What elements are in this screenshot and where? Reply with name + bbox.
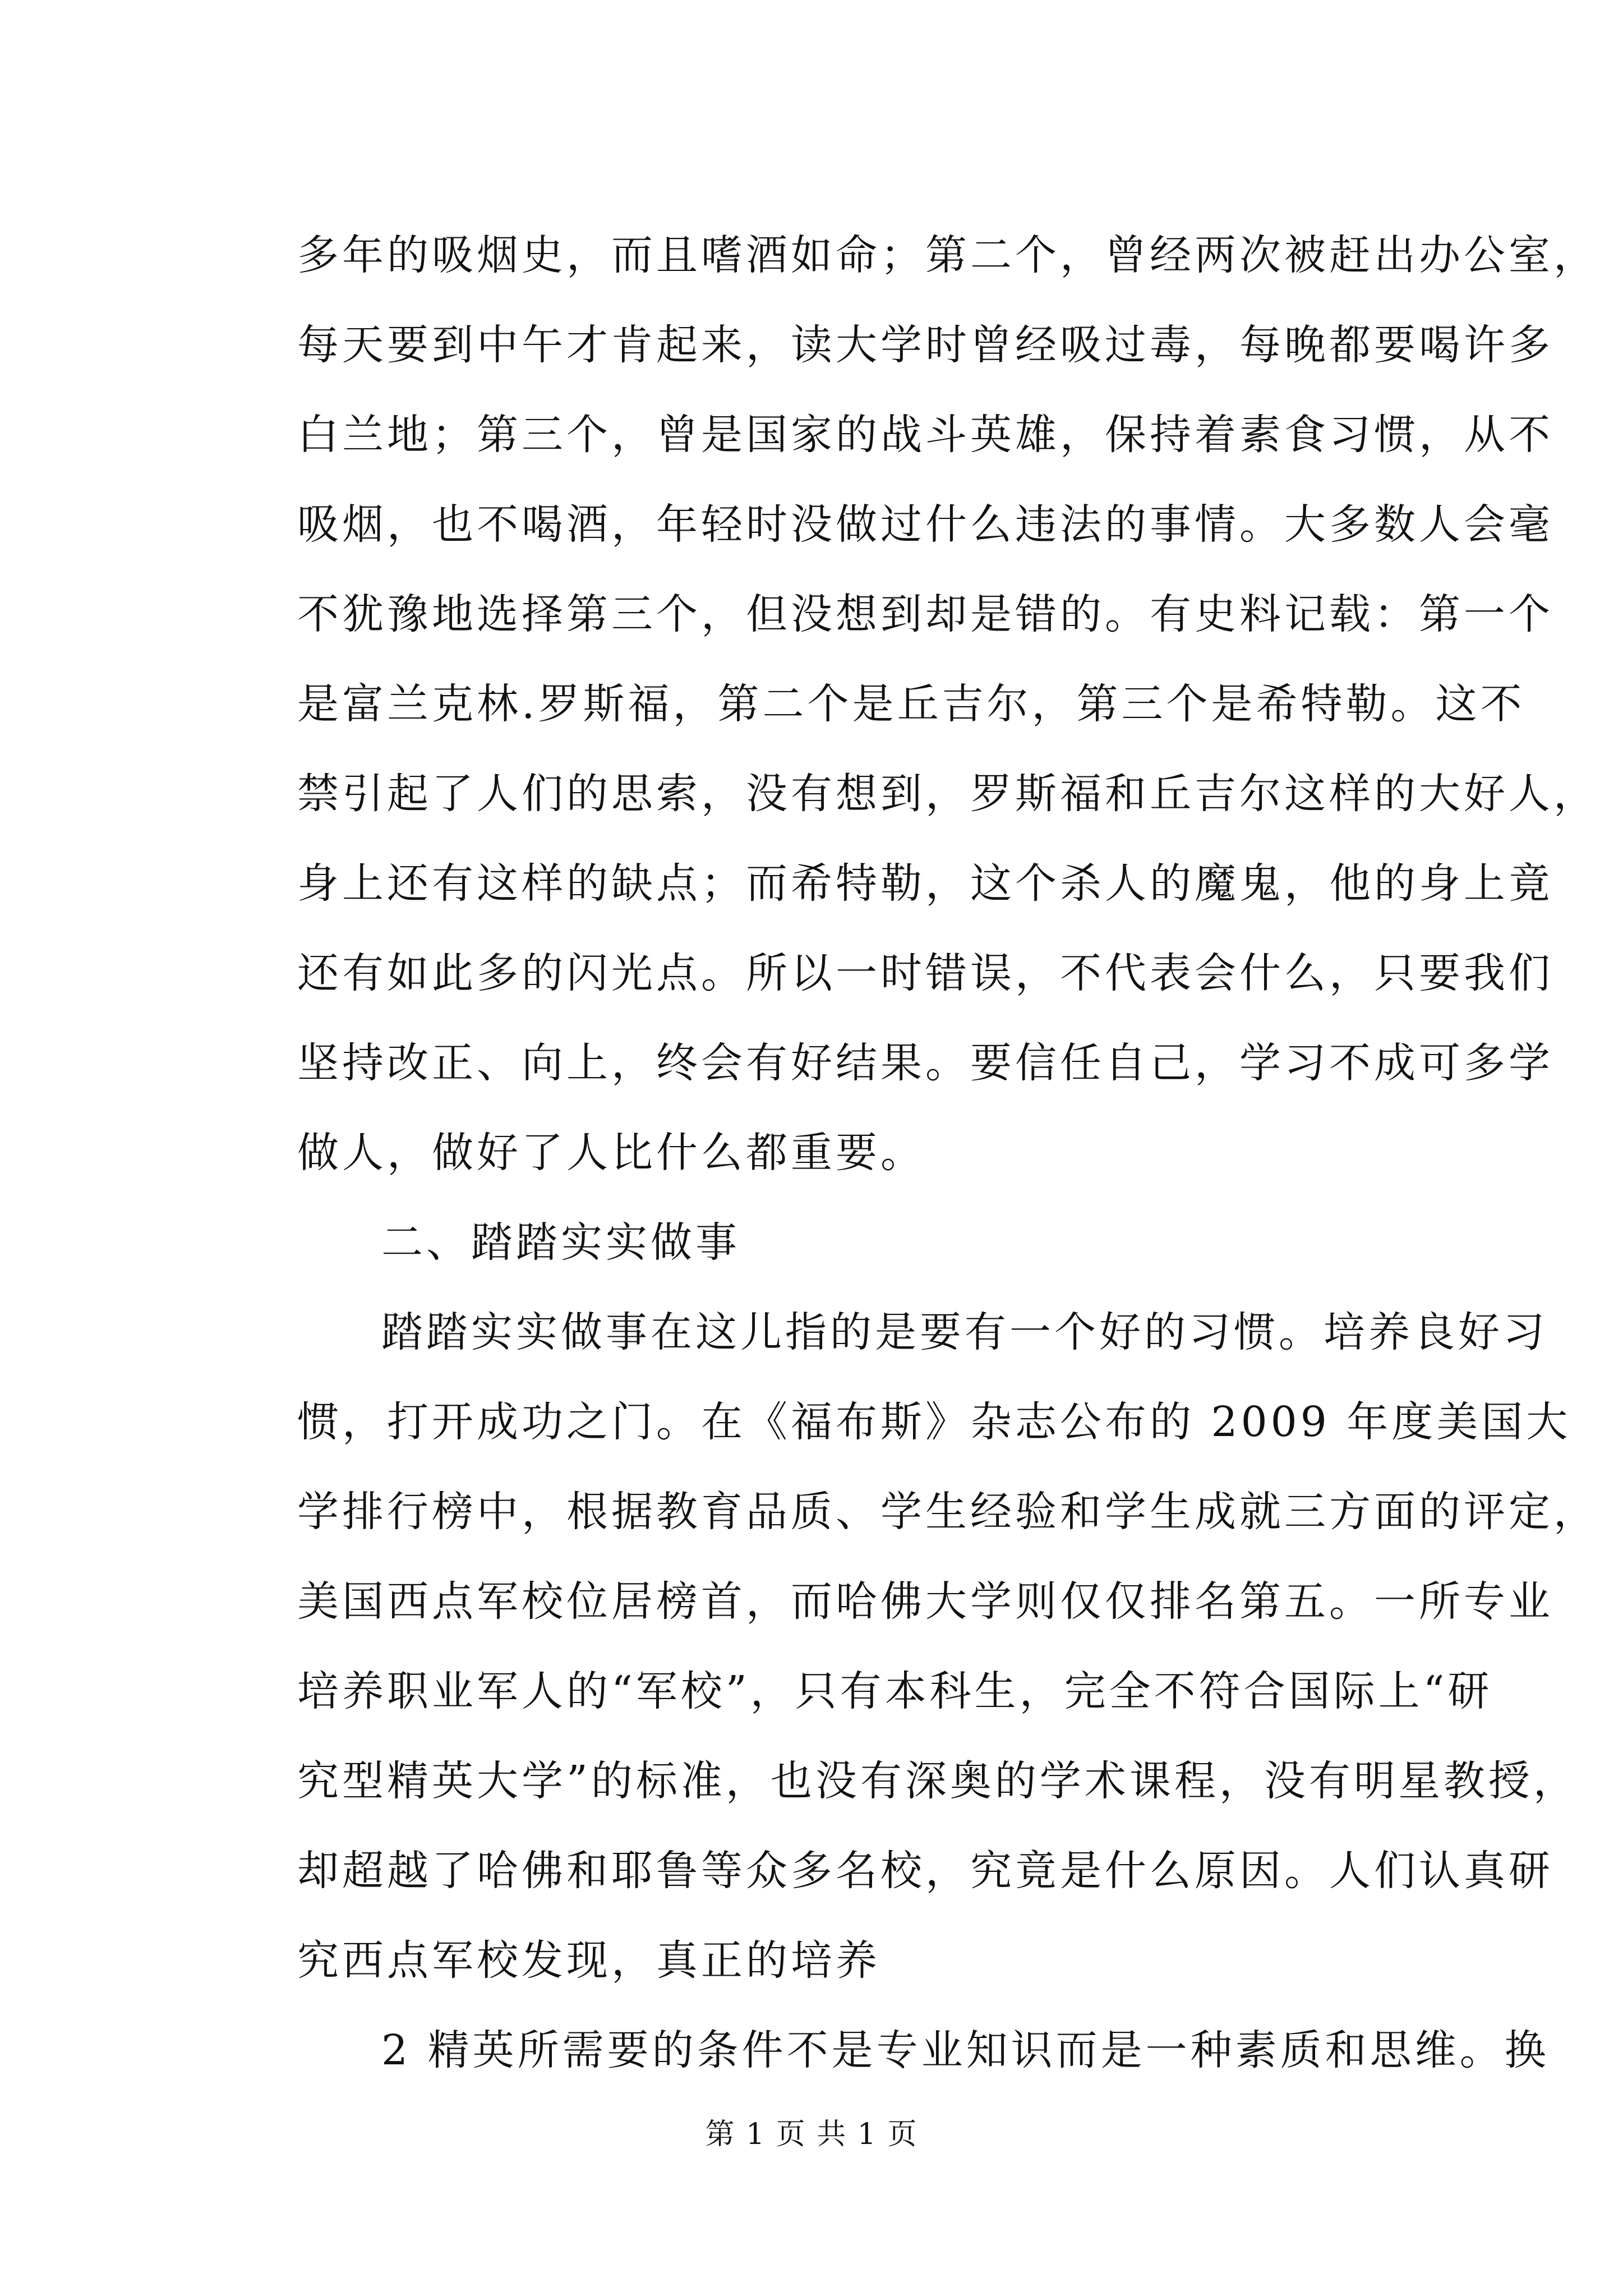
text-line: 身上还有这样的缺点；而希特勒，这个杀人的魔鬼，他的身上竟 [297,859,1553,908]
text-line: 坚持改正、向上，终会有好结果。要信任自己，学习不成可多学 [297,1039,1553,1087]
text-line: 不犹豫地选择第三个，但没想到却是错的。有史料记载：第一个 [297,590,1553,638]
text-line: 是富兰克林.罗斯福，第二个是丘吉尔，第三个是希特勒。这不 [297,680,1525,728]
text-line: 还有如此多的闪光点。所以一时错误，不代表会什么，只要我们 [297,949,1553,997]
page-footer: 第 1 页 共 1 页 [705,2118,918,2151]
text-line: 2 精英所需要的条件不是专业知识而是一种素质和思维。换 [381,2026,1550,2074]
text-line: 多年的吸烟史，而且嗜酒如命；第二个，曾经两次被赶出办公室， [297,231,1598,279]
text-line: 学排行榜中，根据教育品质、学生经验和学生成就三方面的评定， [297,1488,1598,1536]
text-line: 究西点军校发现，真正的培养 [297,1936,880,1985]
text-line: 美国西点军校位居榜首，而哈佛大学则仅仅排名第五。一所专业 [297,1577,1553,1626]
text-line: 究型精英大学”的标准，也没有深奥的学术课程，没有明星教授， [297,1757,1578,1805]
text-line: 禁引起了人们的思索，没有想到，罗斯福和丘吉尔这样的大好人， [297,770,1598,818]
text-line: 白兰地；第三个，曾是国家的战斗英雄，保持着素食习惯，从不 [297,411,1553,459]
text-line: 惯，打开成功之门。在《福布斯》杂志公布的 2009 年度美国大 [297,1398,1571,1446]
section-heading: 二、踏踏实实做事 [381,1218,740,1267]
text-line: 踏踏实实做事在这儿指的是要有一个好的习惯。培养良好习 [381,1308,1548,1356]
text-line: 吸烟，也不喝酒，年轻时没做过什么违法的事情。大多数人会毫 [297,500,1553,549]
text-line: 培养职业军人的“军校”，只有本科生，完全不符合国际上“研 [297,1667,1493,1715]
text-line: 做人，做好了人比什么都重要。 [297,1129,925,1177]
text-line: 却超越了哈佛和耶鲁等众多名校，究竟是什么原因。人们认真研 [297,1847,1553,1895]
text-line: 每天要到中午才肯起来，读大学时曾经吸过毒，每晚都要喝许多 [297,321,1553,369]
